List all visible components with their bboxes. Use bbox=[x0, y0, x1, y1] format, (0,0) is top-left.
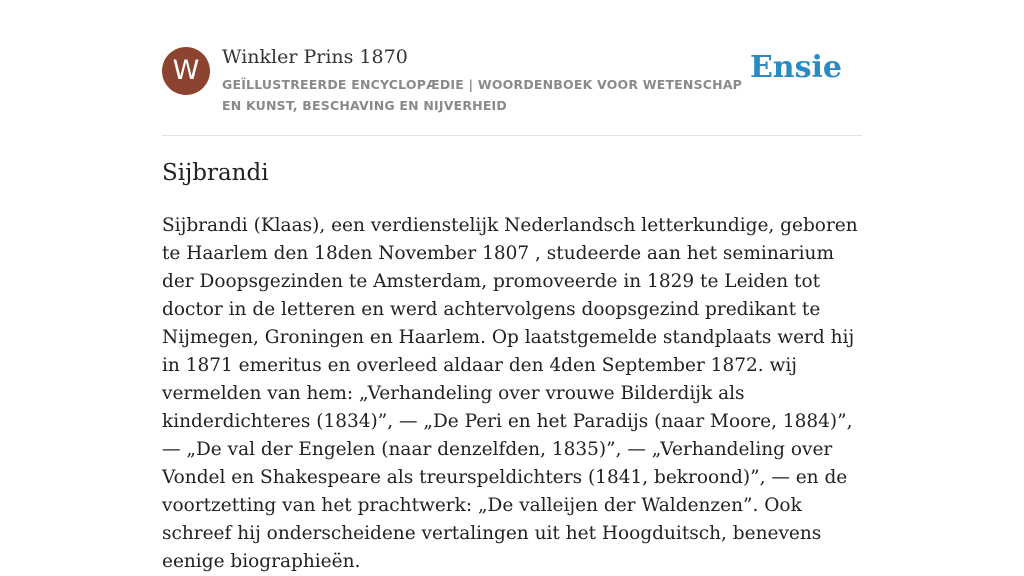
source-header bbox=[162, 44, 862, 136]
source-subtitle: GEÏLLUSTREERDE ENCYCLOPÆDIE | WOORDENBOEK VOOR WETENSCHAP EN KUNST, BESCHAVING EN NIJVERHEID bbox=[222, 77, 743, 113]
entry-body: Sijbrandi (Klaas), een verdienstelijk Nederlandsch letterkundige, geboren te Haarlem den 18den November 1807 , studeerde aan het seminarium der Doopsgezinden te Amsterdam, promoveerde in 1829 te Leiden tot doctor in de letteren en werd achtervolgens doopsgezind predikant te Nijmegen, Groningen en Haarlem. Op laatstgemelde standplaats werd hij in 1871 emeritus en overleed aldaar den 4den September 1872. wij vermelden van hem: „Verhandeling over vrouwe Bilderdijk als kinderdichteres (1834)”, — „De Peri en het Paradijs (naar Moore, 1884)”, — „De val der Engelen (naar denzelfden, 1835)”, — „Verhandeling over Vondel en Shakespeare als treurspeldichters (1841, bekroond)”, — en de voortzetting van het prachtwerk: „De valleijen der Waldenzen”. Ook schreef hij onderscheidene vertalingen uit het Hoogduitsch, benevens eenige biographieën. bbox=[162, 215, 858, 572]
header-divider bbox=[162, 135, 862, 136]
ensie-logo[interactable]: Ensie bbox=[749, 50, 842, 85]
source-title[interactable]: Winkler Prins 1870 bbox=[222, 46, 408, 68]
source-avatar[interactable]: W bbox=[162, 47, 210, 95]
entry-title: Sijbrandi bbox=[162, 160, 269, 186]
